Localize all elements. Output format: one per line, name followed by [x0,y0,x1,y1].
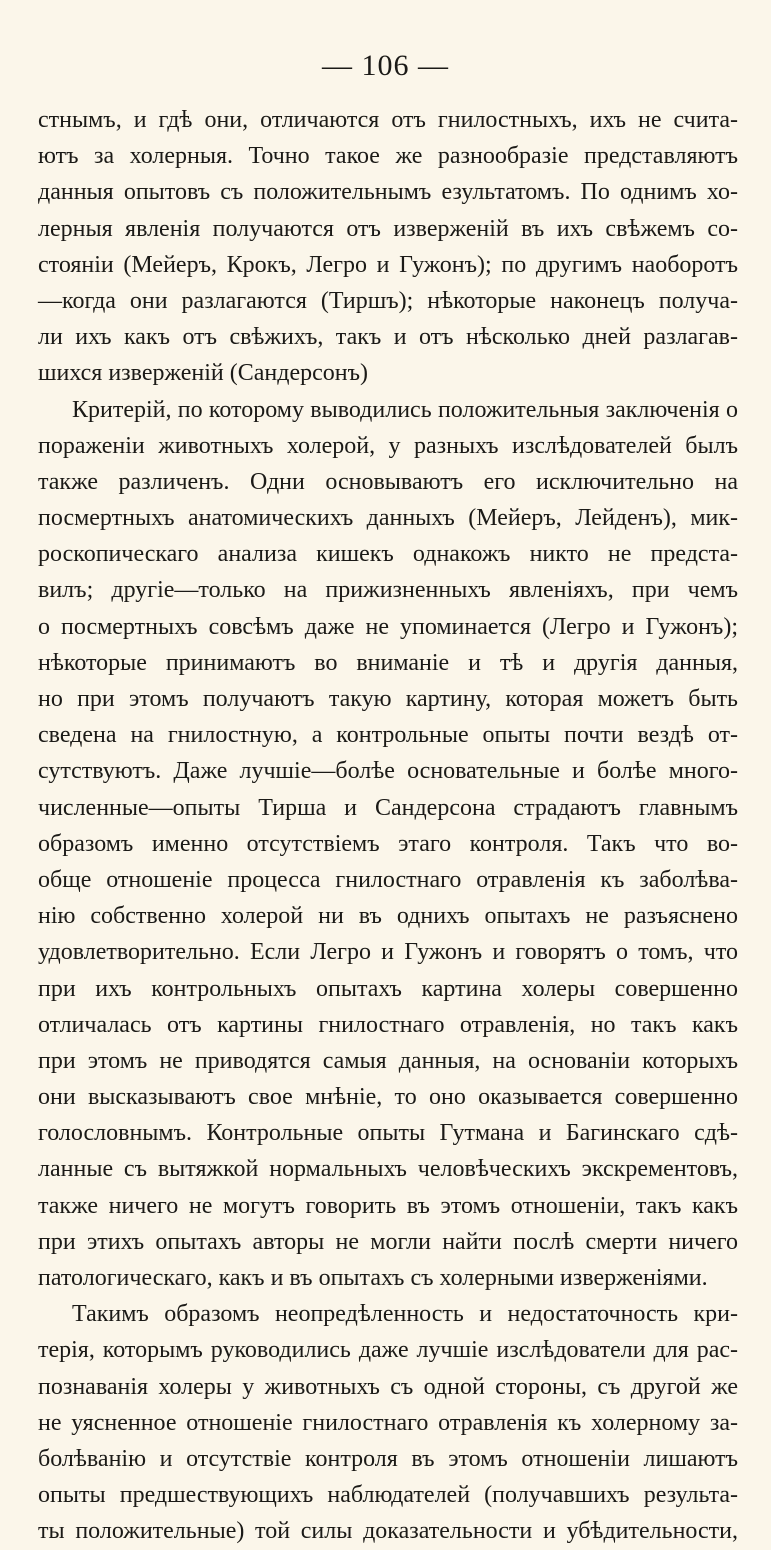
text-line: вилъ; другіе—только на прижизненныхъ явленіяхъ, при чемъ [38,577,738,604]
text-line: при этомъ не приводятся самыя данныя, на основаніи которыхъ [38,1047,738,1074]
text-line: стнымъ, и гдѣ они, отличаются отъ гнилостныхъ, ихъ не счита- [38,107,738,133]
text-line: при ихъ контрольныхъ опытахъ картина холеры совершенно [38,975,738,1002]
text-line: пораженіи животныхъ холерой, у разныхъ изслѣдователей былъ [38,432,738,459]
text-line: численные—опыты Тирша и Сандерсона страдаютъ главнымъ [38,794,738,821]
text-line: нію собственно холерой ни въ однихъ опытахъ не разъяснено [38,903,738,930]
text-line: стояніи (Мейеръ, Крокъ, Легро и Гужонъ); по другимъ наоборотъ [38,251,738,278]
text-line: сутствуютъ. Даже лучшіе—болѣе основательные и болѣе много- [38,758,738,785]
text-line: ты положительные) той силы доказательности и убѣдительности, [38,1518,738,1545]
text-line: опыты предшествующихъ наблюдателей (получавшихъ результа- [38,1482,738,1509]
page-number: — 106 — [322,49,449,82]
text-line: —когда они разлагаются (Тиршъ); нѣкоторые наконецъ получа- [38,287,738,314]
text-line: болѣванію и отсутствіе контроля въ этомъ отношеніи лишаютъ [38,1445,738,1472]
text-line: также ничего не могутъ говорить въ этомъ отношеніи, такъ какъ [38,1192,738,1219]
paragraph [38,1296,738,1549]
text-line: нѣкоторые принимаютъ во вниманіе и тѣ и другія данныя, [38,649,738,676]
text-line: Критерій, по которому выводились положительныя заключенія о [72,396,738,423]
paragraph [38,392,738,1297]
text-line: при этихъ опытахъ авторы не могли найти послѣ смерти ничего [38,1228,738,1255]
text-line: сведена на гнилостную, а контрольные опыты почти вездѣ от- [38,722,738,749]
body-text [38,102,738,1550]
text-line: удовлетворительно. Если Легро и Гужонъ и говорятъ о томъ, что [38,939,738,966]
paragraph [38,102,738,392]
text-line: не уясненное отношеніе гнилостнаго отравленія къ холерному за- [38,1409,738,1436]
text-line: лерныя явленія получаются отъ изверженій въ ихъ свѣжемъ со- [38,215,738,242]
text-line: патологическаго, какъ и въ опытахъ съ холерными изверженіями. [38,1265,708,1291]
text-line: голословнымъ. Контрольные опыты Гутмана и Багинскаго сдѣ- [38,1120,738,1147]
text-line: но при этомъ получаютъ такую картину, которая можетъ быть [38,686,738,712]
text-line: данныя опытовъ съ положительнымъ езультатомъ. По однимъ хо- [38,179,738,206]
text-line: Такимъ образомъ неопредѣленность и недостаточность кри- [72,1301,738,1328]
text-line: отличалась отъ картины гнилостнаго отравленія, но такъ какъ [38,1011,738,1038]
text-line: посмертныхъ анатомическихъ данныхъ (Мейеръ, Лейденъ), мик- [38,505,738,532]
text-line: познаванія холеры у животныхъ съ одной стороны, съ другой же [38,1373,738,1400]
text-line: шихся изверженій (Сандерсонъ) [38,360,369,387]
text-line: о посмертныхъ совсѣмъ даже не упоминается (Легро и Гужонъ); [38,613,738,640]
text-line: ли ихъ какъ отъ свѣжихъ, такъ и отъ нѣсколько дней разлагав- [38,324,738,351]
text-line: они высказываютъ свое мнѣніе, то оно оказывается совершенно [38,1084,738,1111]
text-line: терія, которымъ руководились даже лучшіе изслѣдователи для рас- [38,1337,738,1364]
text-line: образомъ именно отсутствіемъ этаго контроля. Такъ что во- [38,830,738,857]
text-line: ютъ за холерныя. Точно такое же разнообразіе представляютъ [38,143,738,170]
text-line: ланные съ вытяжкой нормальныхъ человѣческихъ экскрементовъ, [38,1156,738,1183]
text-line: обще отношеніе процесса гнилостнаго отравленія къ заболѣва- [38,866,738,893]
text-line: также различенъ. Одни основываютъ его исключительно на [38,468,738,495]
text-line: роскопическаго анализа кишекъ однакожъ никто не предста- [38,541,738,568]
